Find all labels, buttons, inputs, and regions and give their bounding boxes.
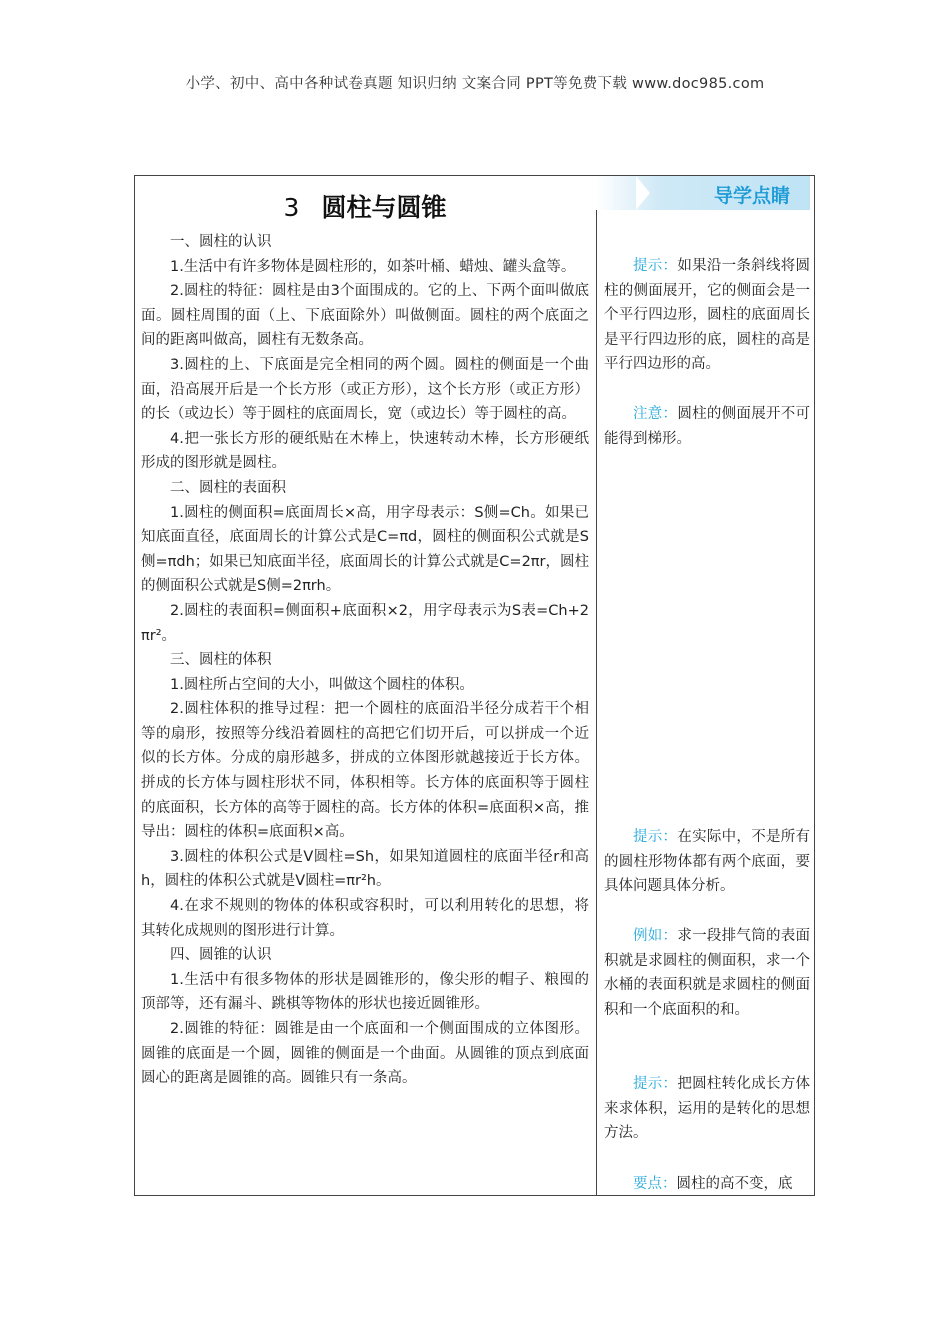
note-text: 圆柱的侧面展开不可能得到梯形。 — [604, 406, 811, 447]
paragraph: 2.圆锥的特征：圆锥是由一个底面和一个侧面围成的立体图形。圆锥的底面是一个圆，圆锥的侧面是一个曲面。从圆锥的顶点到底面圆心的距离是圆锥的高。圆锥只有一条高。 — [141, 1021, 589, 1087]
side-note — [604, 254, 810, 377]
paragraph: 3.圆柱的上、下底面是完全相同的两个圆。圆柱的侧面是一个曲面，沿高展开后是一个长方形（或正方形），这个长方形（或正方形）的长（或边长）等于圆柱的底面周长，宽（或边长）等于圆柱的高。 — [141, 356, 589, 423]
note-text: 求一段排气筒的表面积就是求圆柱的侧面积，求一个水桶的表面积就是求圆柱的侧面积和一个底面积的和。 — [604, 928, 811, 1018]
side-column — [602, 176, 812, 1192]
paragraph: 4.把一张长方形的硬纸贴在木棒上，快速转动木棒，长方形硬纸形成的图形就是圆柱。 — [141, 430, 589, 472]
section-heading: 四、圆锥的认识 — [170, 947, 272, 964]
paragraph: 4.在求不规则的物体的体积或容积时，可以利用转化的思想，将其转化成规则的图形进行计算。 — [141, 898, 589, 939]
paragraph: 2.圆柱的表面积=侧面积+底面积×2，用字母表示为S表=Ch+2πr²。 — [141, 602, 589, 644]
site-header: 小学、初中、高中各种试卷真题 知识归纳 文案合同 PPT等免费下载 www.doc985.com — [185, 76, 765, 92]
paragraph: 1.圆柱所占空间的大小，叫做这个圆柱的体积。 — [170, 676, 474, 693]
chevron-right-icon — [636, 176, 650, 210]
main-column — [141, 176, 589, 1091]
paragraph: 3.圆柱的体积公式是V圆柱=Sh，如果知道圆柱的底面半径r和高h，圆柱的体积公式就是V圆柱=πr²h。 — [141, 848, 589, 890]
lesson-table — [134, 175, 815, 1196]
side-note — [604, 825, 810, 899]
guide-tab — [596, 176, 810, 210]
note-tag: 注意： — [633, 406, 678, 422]
note-text: 在实际中，不是所有的圆柱形物体都有两个底面，要具体问题具体分析。 — [604, 829, 811, 895]
section-heading: 三、圆柱的体积 — [170, 652, 272, 669]
column-divider — [596, 176, 597, 1195]
side-note — [604, 924, 810, 1022]
paragraph: 1.生活中有很多物体的形状是圆锥形的，像尖形的帽子、粮囤的顶部等，还有漏斗、跳棋等物体的形状也接近圆锥形。 — [141, 971, 589, 1013]
guide-tab-label: 导学点睛 — [713, 185, 790, 207]
paragraph: 2.圆柱的特征：圆柱是由3个面围成的。它的上、下两个面叫做底面。圆柱周围的面（上、下底面除外）叫做侧面。圆柱的两个底面之间的距离叫做高，圆柱有无数条高。 — [141, 283, 589, 349]
main-content — [141, 230, 589, 1091]
note-tag: 提示： — [633, 1076, 678, 1092]
lesson-number: 3 — [283, 193, 300, 222]
paragraph: 1.生活中有许多物体是圆柱形的，如茶叶桶、蜡烛、罐头盒等。 — [170, 258, 576, 275]
note-text: 圆柱的高不变，底 — [676, 1176, 793, 1192]
side-note — [604, 402, 810, 451]
section-heading: 一、圆柱的认识 — [170, 234, 272, 250]
lesson-title — [141, 188, 589, 224]
note-tag: 要点： — [633, 1176, 677, 1192]
note-tag: 提示： — [633, 258, 678, 274]
note-tag: 例如： — [633, 928, 678, 944]
paragraph: 1.圆柱的侧面积=底面周长×高，用字母表示：S侧=Ch。如果已知底面直径，底面周长的计算公式是C=πd，圆柱的侧面积公式就是S侧=πdh；如果已知底面半径，底面周长的计算公式就是C=2πr，圆柱的侧面积公式就是S侧=2πrh。 — [141, 504, 589, 595]
side-note — [604, 1072, 810, 1146]
lesson-title-text: 圆柱与圆锥 — [321, 193, 447, 222]
side-note — [604, 1172, 810, 1196]
note-text: 把圆柱转化成长方体来求体积，运用的是转化的思想方法。 — [604, 1076, 811, 1142]
note-tag: 提示： — [633, 829, 678, 845]
paragraph: 2.圆柱体积的推导过程：把一个圆柱的底面沿半径分成若干个相等的扇形，按照等分线沿着圆柱的高把它们切开后，可以拼成一个近似的长方体。分成的扇形越多，拼成的立体图形就越接近于长方体。拼成的长方体与圆柱形状不同，体积相等。长方体的底面积等于圆柱的底面积，长方体的高等于圆柱的高。长方体的体积=底面积×高，推导出：圆柱的体积=底面积×高。 — [141, 701, 589, 841]
section-heading: 二、圆柱的表面积 — [170, 479, 286, 496]
note-text: 如果沿一条斜线将圆柱的侧面展开，它的侧面会是一个平行四边形，圆柱的底面周长是平行四边形的底，圆柱的高是平行四边形的高。 — [604, 258, 811, 373]
